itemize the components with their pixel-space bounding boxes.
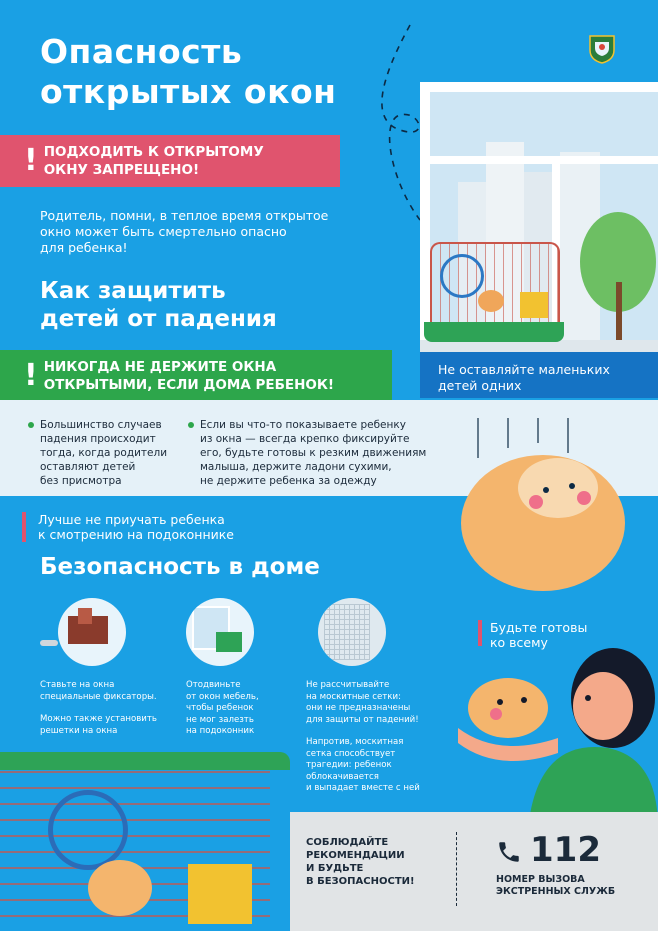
girl-with-hamster — [438, 638, 658, 828]
home-heading: Безопасность в доме — [40, 554, 320, 580]
cage-base — [424, 322, 564, 342]
cage-top — [0, 752, 290, 770]
bullet-item-1: Большинство случаев падения происходит тогда, когда родители оставляют детей без присмотра — [28, 418, 178, 488]
window-bar — [420, 156, 658, 164]
bullet-item-2: Если вы что-то показываете ребенку из окна — всегда крепко фиксируйте его, будьте готовы к резким движениям малыша, держите ладони сухими, не держите ребенка за одежду — [188, 418, 438, 488]
phone-icon — [496, 838, 522, 866]
falling-hamster-illustration — [448, 418, 638, 598]
page-title: Опасность открытых окон — [40, 32, 337, 111]
hamster-house — [188, 864, 252, 924]
warning-banner-2: ! НИКОГДА НЕ ДЕРЖИТЕ ОКНА ОТКРЫТЫМИ, ЕСЛИ ДОМА РЕБЕНОК! — [0, 350, 392, 402]
coat-of-arms-icon — [588, 34, 616, 64]
furniture-icon — [186, 598, 254, 666]
intro-text: Родитель, помни, в теплое время открытое окно может быть смертельно опасно для ребенка! — [40, 208, 329, 255]
hamster-wheel — [440, 254, 484, 298]
falling-hamster — [448, 418, 638, 598]
tree-trunk — [616, 282, 622, 342]
ready-block: Будьте готовы ко всему — [478, 620, 587, 650]
bullet-dot — [28, 422, 34, 428]
home-item-2: Отодвиньте от окон мебель, чтобы ребенок не мог залезть на подоконник — [186, 680, 259, 736]
key-icon — [40, 640, 58, 646]
bottom-cage — [0, 752, 290, 931]
girl-illustration — [438, 638, 658, 828]
window-caption: Не оставляйте маленьких детей одних — [438, 362, 610, 393]
hamster-wheel — [48, 790, 128, 870]
cage-illustration — [424, 238, 564, 346]
tip-block: Лучше не приучать ребенка к смотрению на подоконнике — [22, 512, 234, 542]
hamster-house — [520, 292, 548, 318]
footer-slogan: СОБЛЮДАЙТЕ РЕКОМЕНДАЦИИ И БУДЬТЕ В БЕЗОПАСНОСТИ! — [306, 837, 415, 887]
footer — [290, 812, 658, 931]
hamster — [88, 860, 152, 916]
footer-divider — [456, 832, 457, 906]
window-caption-box — [420, 352, 658, 398]
warning-banner-1: ! ПОДХОДИТЬ К ОТКРЫТОМУ ОКНУ ЗАПРЕЩЕНО! — [0, 135, 340, 187]
tip-marker — [22, 512, 26, 542]
protect-heading: Как защитить детей от падения — [40, 278, 277, 332]
emergency-caption: НОМЕР ВЫЗОВА ЭКСТРЕННЫХ СЛУЖБ — [496, 874, 616, 897]
home-item-3: Не рассчитывайте на москитные сетки: они не предназначены для защиты от падений! Напротив, москитная сетка способствует трагедии: ребенок облокачивается и выпадает вместе с ней — [306, 680, 420, 793]
home-item-1: Ставьте на окна специальные фиксаторы. Можно также установить решетки на окна — [40, 680, 157, 736]
emergency-number: 112 — [530, 830, 601, 870]
mosquito-net-icon — [318, 598, 386, 666]
window-lock-icon — [58, 598, 126, 666]
bullet-dot — [188, 422, 194, 428]
hamster — [478, 290, 504, 312]
